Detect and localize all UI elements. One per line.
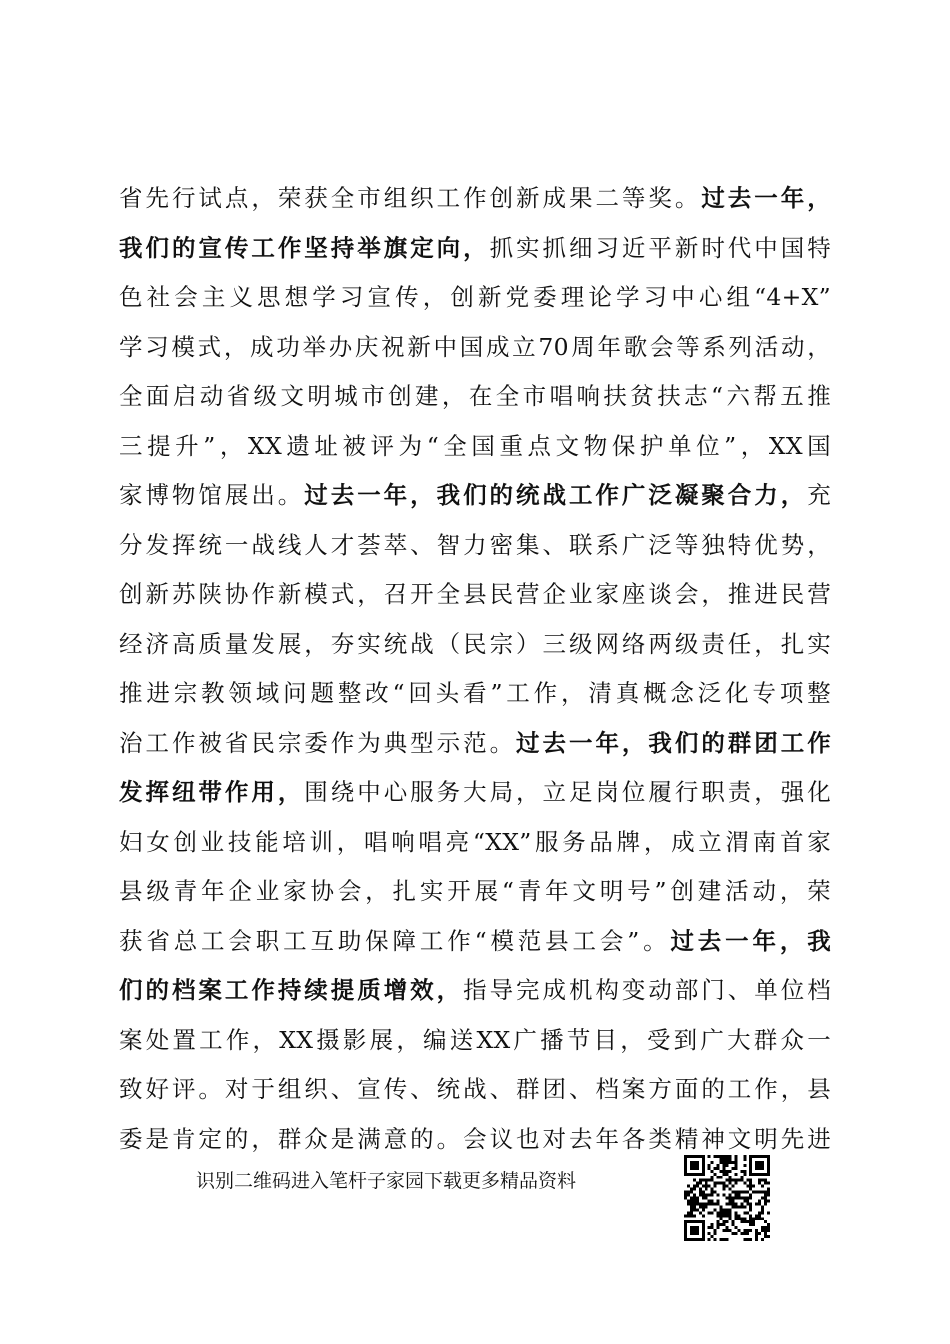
text-line [119,1065,831,1115]
text-segment: 致好评。对于组织、宣传、统战、群团、档案方面的工作，县 [119,1075,831,1103]
text-segment: 围绕中心服务大局，立足岗位履行职责，强化 [304,778,832,806]
text-segment: 推进宗教领域问题整改“回头看”工作，清真概念泛化专项整 [119,679,831,707]
text-line [119,917,831,967]
text-segment: 家博物馆展出。 [119,481,305,509]
text-segment: 全面启动省级文明城市创建，在全市唱响扶贫扶志“六帮五推 [119,382,831,410]
bold-text-segment: 过去一年，我 [670,926,831,955]
text-line [119,570,831,620]
text-line [119,768,831,818]
text-segment: 案处置工作，XX摄影展，编送XX广播节目，受到广大群众一 [119,1025,831,1054]
bold-text-segment: 我们的宣传工作坚持举旗定向， [119,233,490,262]
text-segment: 抓实抓细习近平新时代中国特 [489,233,832,262]
text-segment: 三提升”，XX遗址被评为“全国重点文物保护单位”，XX国 [119,431,831,460]
text-line [119,273,831,323]
text-line [119,174,831,224]
text-segment: 委是肯定的，群众是满意的。会议也对去年各类精神文明先进 [119,1124,831,1153]
text-segment: 充 [807,481,831,509]
text-line [119,966,831,1016]
footer-promo-text: 识别二维码进入笔杆子家园下载更多精品资料 [196,1170,577,1192]
text-segment: 色社会主义思想学习宣传，创新党委理论学习中心组“4+X” [119,283,831,311]
text-segment: 省先行试点，荣获全市组织工作创新成果二等奖。 [119,184,702,212]
text-line [119,818,831,868]
text-segment: 妇女创业技能培训，唱响唱亮“XX”服务品牌，成立渭南首家 [119,827,831,856]
bold-text-segment: 过去一年，我们的统战工作广泛凝聚合力， [304,481,808,509]
text-line [119,1016,831,1066]
text-line [119,422,831,472]
bold-text-segment: 过去一年， [701,184,832,212]
text-line [119,669,831,719]
text-line [119,471,831,521]
text-segment: 分发挥统一战线人才荟萃、智力密集、联系广泛等独特优势， [119,530,831,559]
text-line [119,719,831,769]
text-segment: 经济高质量发展，夯实统战（民宗）三级网络两级责任，扎实 [119,629,831,658]
text-segment: 创新苏陕协作新模式，召开全县民营企业家座谈会，推进民营 [119,580,831,608]
text-line [119,224,831,274]
document-body [119,174,831,1164]
text-line [119,372,831,422]
bold-text-segment: 过去一年，我们的群团工作 [516,728,832,757]
text-segment: 指导完成机构变动部门、单位档 [463,976,832,1004]
bold-text-segment: 发挥纽带作用， [119,778,305,806]
text-line [119,323,831,373]
text-segment: 治工作被省民宗委作为典型示范。 [119,728,517,757]
text-line [119,867,831,917]
text-line [119,521,831,571]
text-segment: 获省总工会职工互助保障工作“模范县工会”。 [119,926,671,955]
qr-code-icon [684,1155,770,1241]
text-line [119,620,831,670]
bold-text-segment: 们的档案工作持续提质增效， [119,976,464,1004]
text-segment: 县级青年企业家协会，扎实开展“青年文明号”创建活动，荣 [119,877,831,905]
text-segment: 学习模式，成功举办庆祝新中国成立70周年歌会等系列活动， [119,332,831,361]
